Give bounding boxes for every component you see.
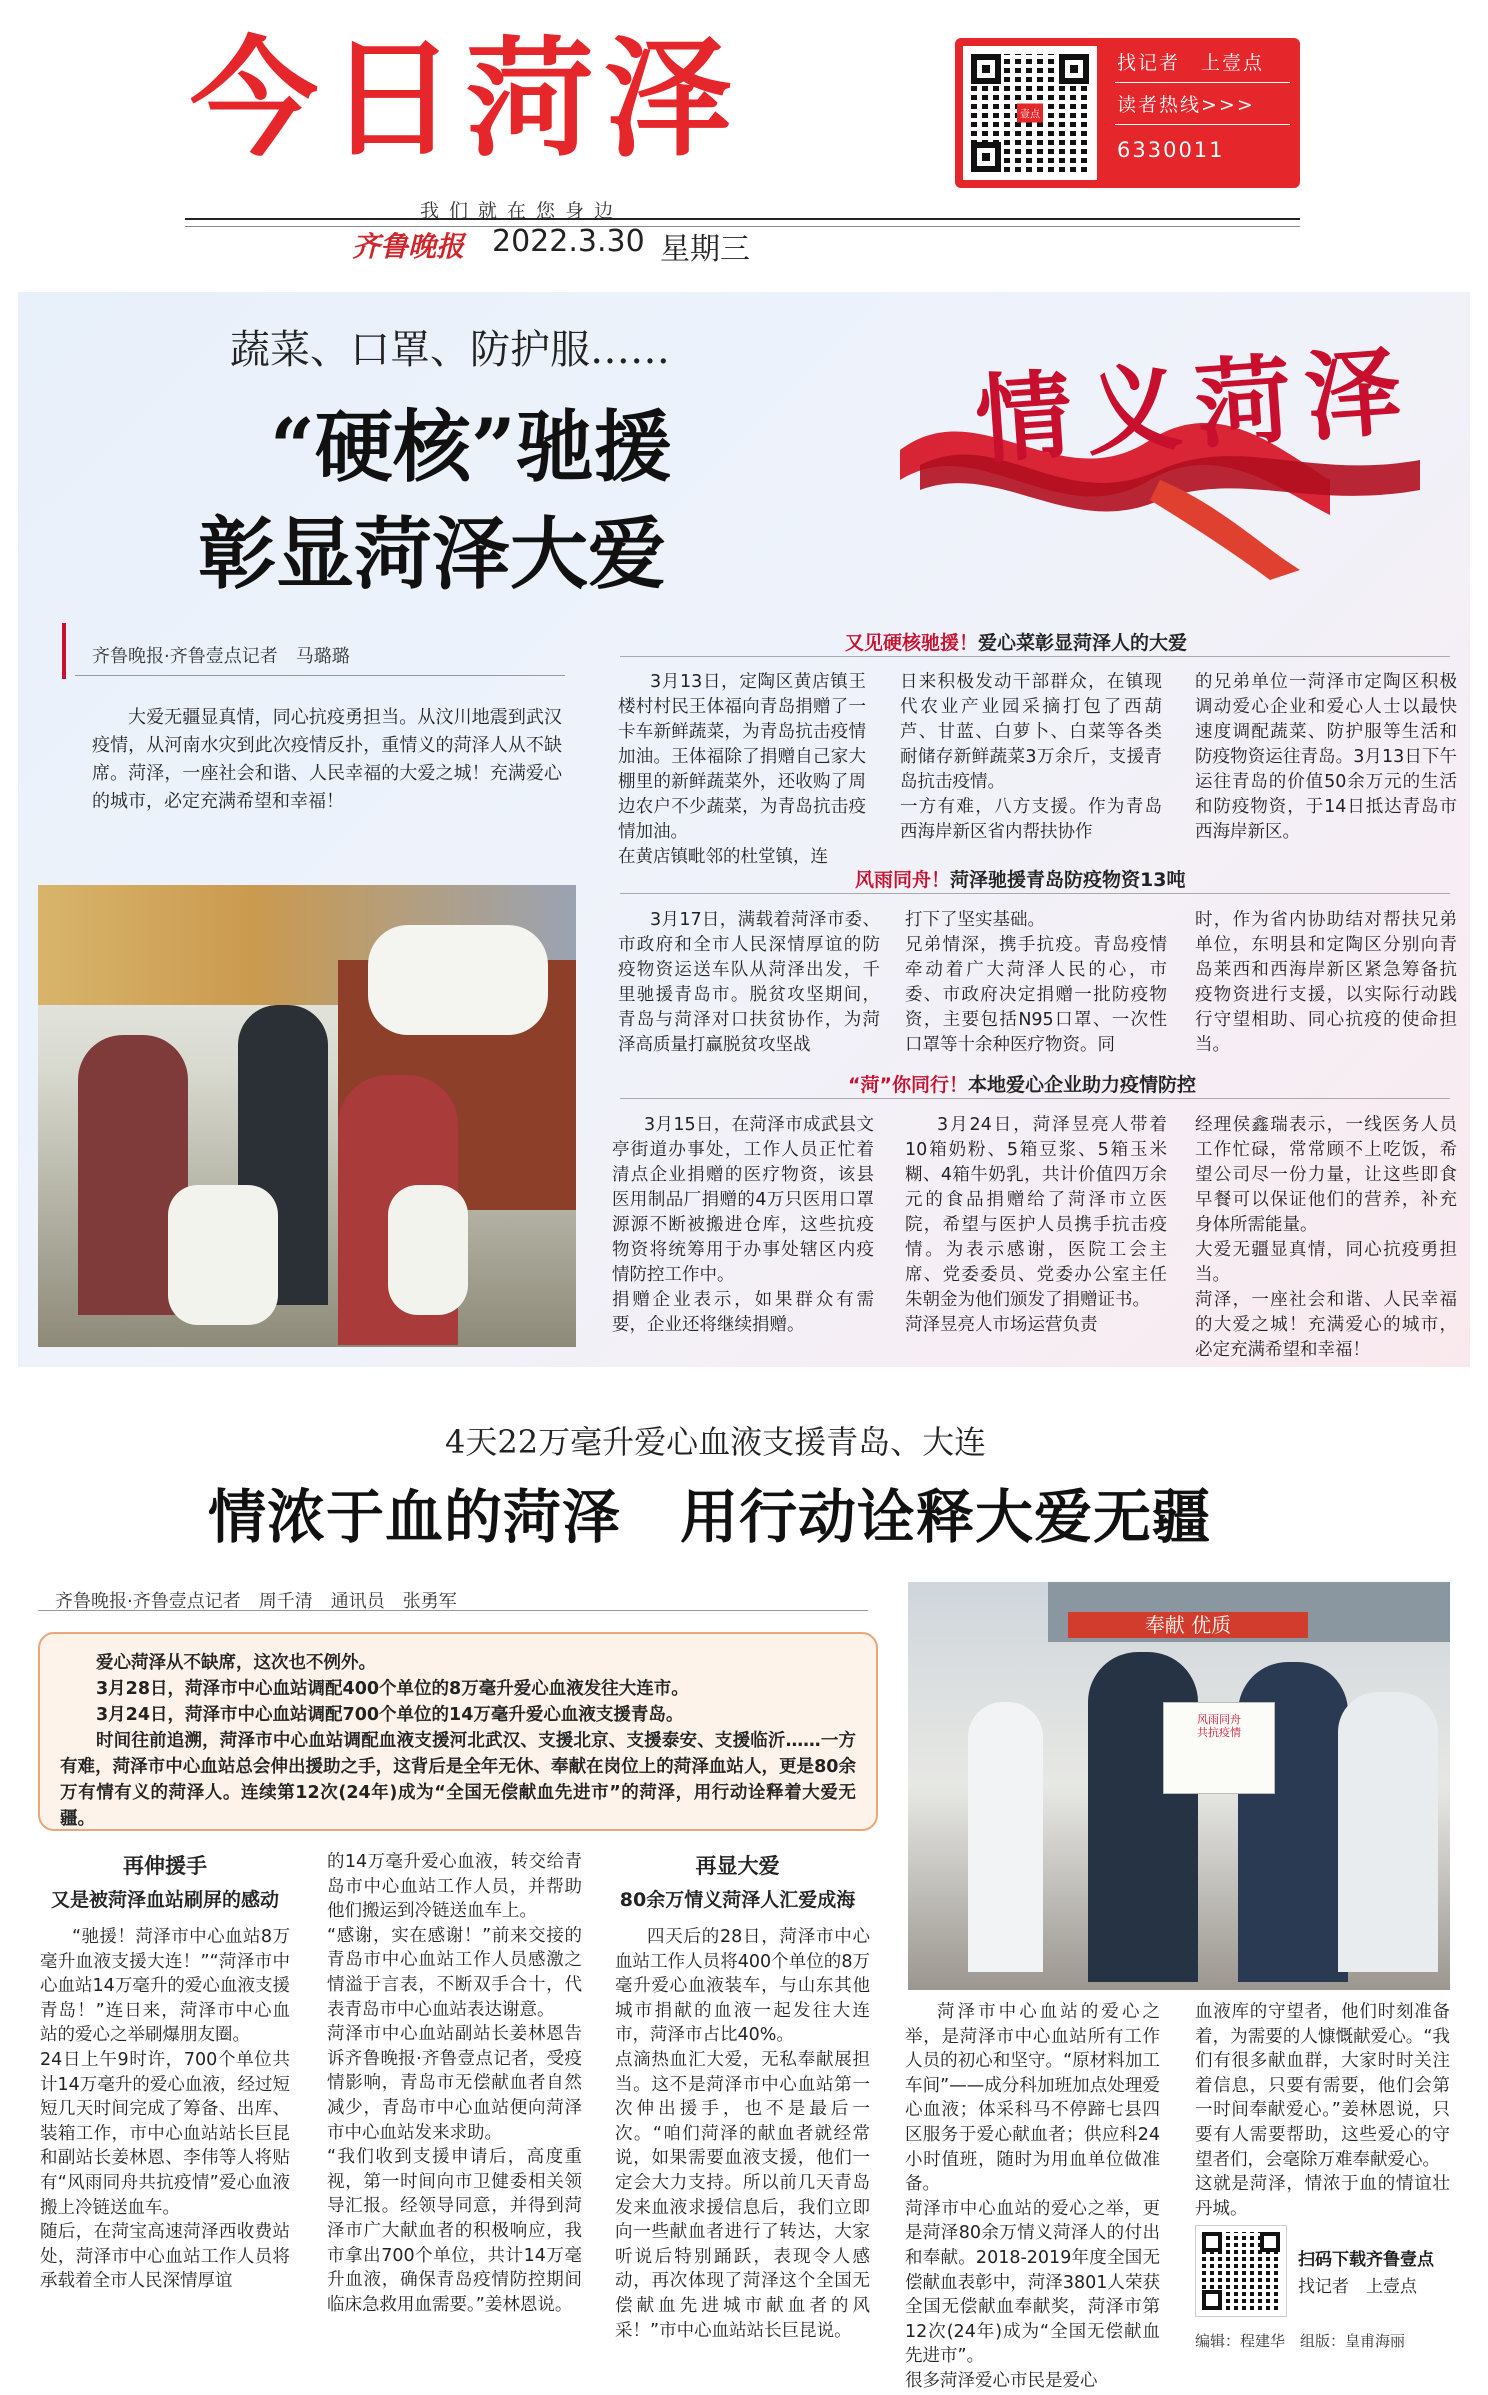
story2-byline-rule	[38, 1610, 868, 1611]
story2-left-col2: 的14万毫升爱心血液，转交给青岛市中心血站工作人员，并帮助他们搬运到冷链送血车上。 “感谢，实在感谢！”前来交接的青岛市中心血站工作人员感激之情溢于言表，不断双手合十，代表青岛市中心血站表达谢意。 菏泽市中心血站副站长姜林恩告诉齐鲁晚报·齐鲁壹点记者，受疫情影响，青岛市无偿献血者自然减少，青岛市中心血站便向菏泽市中心血站发来求助。 “我们收到支援申请后，高度重视，第一时间向市卫健委相关领导汇报。经领导同意，并得到菏泽市广大献血者的积极响应，我市拿出700个单位，共计14万毫升血液，确保青岛疫情防控期间临床急救用血需要。”姜林恩说。	[327, 1852, 582, 2315]
story1-sec2-head: 风雨同舟！菏泽驰援青岛防疫物资13吨	[855, 869, 1186, 891]
story1-sec3-col2: 3月24日，菏泽昱亮人带着10箱奶粉、5箱豆浆、5箱玉米糊、4箱牛奶乳，共计价值四万余元的食品捐赠给了菏泽市立医院，希望与医护人员携手抗击疫情。为表示感谢，医院工会主席、党委委员、党委办公室主任朱朝金为他们颁发了捐赠证书。 菏泽昱亮人市场运营负责	[905, 1115, 1167, 1335]
donation-box	[1163, 1702, 1275, 1794]
story2-right-col2: 血液库的守望者，他们时刻准备着，为需要的人慷慨献爱心。“我们有很多献血群，大家时时关注着信息，只要有需要，他们会第一时间奉献爱心。”姜林恩说，只要有人需要帮助，这些爱心的守望者们，会毫除万难奉献爱心。 这就是菏泽，情浓于血的情谊壮丹城。	[1195, 2002, 1450, 2219]
story1-sec3-col3: 经理侯鑫瑞表示，一线医务人员工作忙碌，常常顾不上吃饭，希望公司尽一份力量，让这些即食早餐可以保证他们的营养，补充身体所需能量。 大爱无疆显真情，同心抗疫勇担当。 菏泽，一座社会和谐、人民幸福的大爱之城！充满爱心的城市，必定充满希望和幸福！	[1195, 1115, 1457, 1360]
brand-caption: 情义菏泽	[972, 333, 1419, 478]
story1-sec1-col2: 日来积极发动干部群众，在镇现代农业产业园采摘打包了西葫芦、甘蓝、白萝卜、白菜等各类耐储存新鲜蔬菜3万余斤，支援青岛抗击疫情。 一方有难，八方支援。作为青岛西海岸新区省内帮扶协作	[900, 672, 1162, 842]
story1-sec1-col3: 的兄弟单位一菏泽市定陶区积极调动爱心企业和爱心人士以最快速度调配蔬菜、防护服等生活和防疫物资运往青岛。3月13日下午运往青岛的价值50余万元的生活和防疫物资，于14日抵达青岛市西海岸新区。	[1195, 672, 1457, 842]
hotline-label: 读者热线>>>	[1117, 94, 1255, 116]
story2-byline: 齐鲁晚报·齐鲁壹点记者 周千清 通讯员 张勇军	[55, 1591, 457, 1612]
story1-kicker: 蔬菜、口罩、防护服……	[230, 327, 670, 373]
story2-headline: 情浓于血的菏泽 用行动诠释大爱无疆	[208, 1483, 1212, 1551]
story2-left-head2: 又是被菏泽血站刷屏的感动	[50, 1889, 279, 1911]
story1-photo	[38, 885, 576, 1347]
story2-right-col1: 菏泽市中心血站的爱心之举，是菏泽市中心血站所有工作人员的初心和坚守。“原材料加工车间”——成分科加班加点处理爱心血液；体采科马不停蹄七县四区服务于爱心献血者；供应科24小时值班，随时为用血单位做准备。 菏泽市中心血站的爱心之举，更是菏泽80余万情义菏泽人的付出和奉献。2018-2019年度全国无偿献血表彰中，菏泽3801人荣获全国无偿献血奉献奖，菏泽市第12次(24年)成为“全国无偿献血先进市”。 很多菏泽爱心市民是爱心	[905, 2002, 1160, 2391]
box-sign: 风雨同舟共抗疫情	[1197, 1713, 1241, 1739]
story1-sec1-head: 又见硬核驰援！爱心菜彰显菏泽人的大爱	[845, 632, 1188, 654]
scan-subtitle: 找记者 上壹点	[1298, 2277, 1417, 2297]
qr-code[interactable]	[963, 46, 1097, 180]
intro-line-1: 爱心菏泽从不缺席，这次也不例外。	[96, 1653, 376, 1673]
story1-sec2-col1: 3月17日，满载着菏泽市委、市政府和全市人民深情厚谊的防疫物资运送车队从菏泽出发，千里驰援青岛市。脱贫攻坚期间，青岛与菏泽对口扶贫协作，为菏泽高质量打赢脱贫攻坚战	[618, 910, 880, 1055]
footer-qr-code[interactable]	[1195, 2225, 1287, 2317]
scan-title: 扫码下载齐鲁壹点	[1298, 2250, 1434, 2270]
story1-sec3-col1: 3月15日，在菏泽市成武县文亭街道办事处，工作人员正忙着清点企业捐赠的医疗物资，该县医用制品厂捐赠的4万只医用口罩源源不断被搬进仓库，这些抗疫物资将统筹用于办事处辖区内疫情防控工作中。 捐赠企业表示，如果群众有需要，企业还将继续捐赠。	[612, 1115, 874, 1335]
story2-mid-head1: 再显大爱	[695, 1854, 780, 1878]
hotline-number: 6330011	[1117, 138, 1225, 162]
story1-sec2-col3: 时，作为省内协助结对帮扶兄弟单位，东明县和定陶区分别向青岛莱西和西海岸新区紧急筹备抗疫物资进行支援，以实际行动践行守望相助、同心抗疫的使命担当。	[1195, 910, 1457, 1055]
story1-headline-2: 彰显菏泽大爱	[198, 509, 667, 600]
byline-accent	[62, 623, 66, 679]
paper-name: 齐鲁晚报	[352, 230, 465, 263]
intro-line-2: 3月28日，菏泽市中心血站调配400个单位的8万毫升爱心血液发往大连市。	[96, 1679, 689, 1699]
slogan: 我们就在您身边	[420, 200, 624, 222]
photo-banner: 奉献 优质	[1068, 1612, 1308, 1638]
masthead-title: 今日菏泽	[190, 25, 743, 174]
story1-headline-1: “硬核”驰援	[270, 402, 672, 493]
story2-mid-head2: 80余万情义菏泽人汇爱成海	[619, 1889, 856, 1911]
editor-credit: 编辑：程建华 组版：皇甫海丽	[1195, 2332, 1406, 2350]
find-reporter-text: 找记者 上壹点	[1117, 52, 1265, 74]
sec1-rule	[620, 656, 1450, 657]
story2-intro-box	[38, 1632, 878, 1831]
story2-kicker: 4天22万毫升爱心血液支援青岛、大连	[445, 1423, 987, 1461]
masthead-rule	[185, 218, 1300, 220]
story2-left-col1: “驰援！菏泽市中心血站8万毫升血液支援大连！”“菏泽市中心血站14万毫升的爱心血液支援青岛！”连日来，菏泽市中心血站的爱心之举刷爆朋友圈。 24日上午9时许，700个单位共计14万毫升的爱心血液，经过短短几天时间完成了筹备、出库、装箱工作，市中心血站站长巨昆和副站长姜林恩、李伟等人将贴有“风雨同舟共抗疫情”爱心血液搬上冷链送血车。 随后，在菏宝高速菏泽西收费站处，菏泽市中心血站工作人员将承载着全市人民深情厚谊	[40, 1927, 290, 2292]
story1-sec2-col2: 打下了坚实基础。 兄弟情深，携手抗疫。青岛疫情牵动着广大菏泽人民的心，市委、市政府决定捐赠一批防疫物资，主要包括N95口罩、一次性口罩等十余种医疗物资。同	[905, 910, 1167, 1055]
intro-line-3: 3月24日，菏泽市中心血站调配700个单位的14万毫升爱心血液支援青岛。	[96, 1705, 684, 1725]
story2-photo	[908, 1582, 1450, 1990]
story1-byline: 齐鲁晚报·齐鲁壹点记者 马璐璐	[92, 646, 350, 667]
byline-rule	[75, 675, 565, 676]
qr-logo: 壹点	[1017, 104, 1043, 123]
masthead-qr-panel	[955, 38, 1300, 188]
issue-date: 2022.3.30	[492, 224, 645, 259]
story2-left-head1: 再伸援手	[123, 1854, 207, 1878]
story1-sec3-head: “菏”你同行！本地爱心企业助力疫情防控	[848, 1074, 1196, 1096]
story2-mid-col: 四天后的28日，菏泽市中心血站工作人员将400个单位的8万毫升爱心血液装车，与山东其他城市捐献的血液一起发往大连市，菏泽市占比40%。 点滴热血汇大爱，无私奉献展担当。这不是菏泽市中心血站第一次伸出援手，也不是最后一次。“咱们菏泽的献血者就经常说，如果需要血液支援，他们一定会大力支持。所以前几天青岛发来血液求援信息后，我们立即向一些献血者进行了转达，大家听说后特别踊跃，表现令人感动，再次体现了菏泽这个全国无偿献血先进城市献血者的风采！”市中心血站站长巨昆说。	[615, 1927, 870, 2341]
sec2-rule	[620, 893, 1450, 894]
sec3-rule	[620, 1098, 1450, 1099]
story1-sec1-col1: 3月13日，定陶区黄店镇王楼村村民王体福向青岛捐赠了一卡车新鲜蔬菜，为青岛抗击疫情加油。王体福除了捐赠自己家大棚里的新鲜蔬菜外，还收购了周边农户不少蔬菜，为青岛抗击疫情加油。 在黄店镇毗邻的杜堂镇，连	[618, 672, 866, 867]
story1-lead: 大爱无疆显真情，同心抗疫勇担当。从汶川地震到武汉疫情，从河南水灾到此次疫情反扑，重情义的菏泽人从不缺席。菏泽，一座社会和谐、人民幸福的大爱之城！充满爱心的城市，必定充满希望和幸福！	[92, 707, 562, 812]
intro-line-4: 时间往前追溯，菏泽市中心血站调配血液支援河北武汉、支援北京、支援泰安、支援临沂……一方有难，菏泽市中心血站总会伸出援助之手，这背后是全年无休、奉献在岗位上的菏泽血站人，更是80余万有情有义的菏泽人。连续第12次(24年)成为“全国无偿献血先进市”的菏泽，用行动诠释着大爱无疆。	[60, 1731, 856, 1829]
issue-weekday: 星期三	[660, 232, 750, 267]
